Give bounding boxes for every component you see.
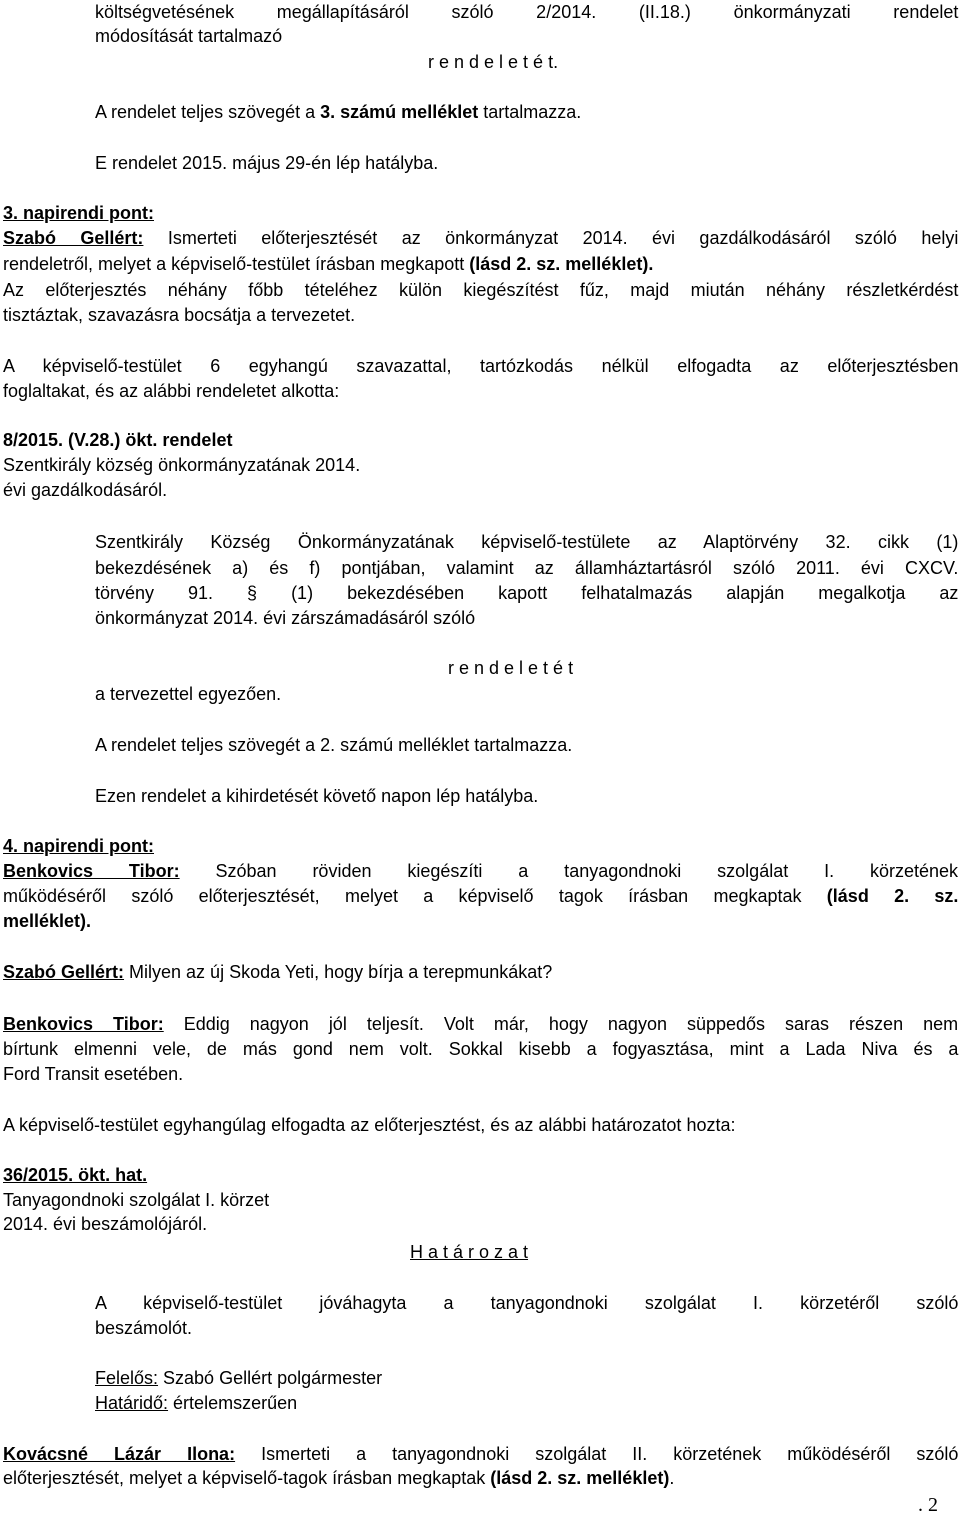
item3-line-4: tisztáztak, szavazásra bocsátja a tervezetet.: [3, 305, 356, 325]
decree-body-line-1: Szentkirály Község Önkormányzatának képviselő-testülete az Alaptörvény 32. cikk (1): [95, 532, 959, 552]
item4-line-2: [3, 886, 958, 907]
item3-vote-line-1: A képviselő-testület 6 egyhangú szavazattal, tartózkodás nélkül elfogadta az előterjesztésben: [3, 356, 959, 376]
decree-effective: Ezen rendelet a kihirdetését követő napon lép hatályba.: [95, 786, 539, 806]
speaker-szabo-gellert: Szabó Gellért:: [3, 962, 125, 982]
intro-full-text-annex: 3. számú melléklet: [320, 102, 479, 122]
responsible-line: [95, 1368, 382, 1389]
kovacsne-line-1-text: Ismerteti a tanyagondnoki szolgálat II. körzetének működéséről szóló: [235, 1444, 959, 1464]
decree-rendelet-spaced: r e n d e l e t é t: [448, 658, 574, 678]
item4-vote: A képviselő-testület egyhangúlag elfogadta az előterjesztést, és az alábbi határozatot hozta:: [3, 1115, 736, 1135]
kovacsne-line-2-end: .: [669, 1468, 675, 1488]
intro-line-2: módosítását tartalmazó: [95, 26, 283, 46]
item3-line-2: [3, 254, 653, 275]
agenda-item-4-heading: 4. napirendi pont:: [3, 836, 154, 856]
deadline-label: Határidő:: [95, 1393, 169, 1413]
kovacsne-line-2: [3, 1468, 674, 1489]
decree-full-text: A rendelet teljes szövegét a 2. számú melléklet tartalmazza.: [95, 735, 573, 755]
item4-line-2-text: működéséről szóló előterjesztését, melyet a képviselő tagok írásban megkaptak: [3, 886, 827, 906]
responsible-value: Szabó Gellért polgármester: [158, 1368, 383, 1388]
intro-full-text-pre: A rendelet teljes szövegét a: [95, 102, 321, 122]
responsible-label: Felelős:: [95, 1368, 159, 1388]
kovacsne-annex-ref: (lásd 2. sz. melléklet): [490, 1468, 670, 1488]
page-number: . 2: [918, 1494, 938, 1516]
item3-annex-ref: (lásd 2. sz. melléklet).: [469, 254, 654, 274]
speaker-kovacsne-lazar-ilona: Kovácsné Lázár Ilona:: [3, 1444, 236, 1464]
resolution-number: 36/2015. ökt. hat.: [3, 1165, 148, 1185]
item4-line-1: [3, 861, 958, 882]
item4-question: [3, 962, 552, 983]
decree-title-line-2: évi gazdálkodásáról.: [3, 480, 168, 500]
intro-full-text: [95, 102, 581, 123]
speaker-benkovics-tibor: Benkovics Tibor:: [3, 1014, 164, 1034]
item3-line-2-text: rendeletről, melyet a képviselő-testület írásban megkapott: [3, 254, 470, 274]
item4-question-text: Milyen az új Skoda Yeti, hogy bírja a terepmunkákat?: [124, 962, 553, 982]
item3-line-1-text: Ismerteti előterjesztését az önkormányzat 2014. évi gazdálkodásáról szóló helyi: [143, 228, 959, 248]
decree-as-draft: a tervezettel egyezően.: [95, 684, 282, 704]
resolution-title-line-2: 2014. évi beszámolójáról.: [3, 1214, 208, 1234]
resolution-body-line-1: A képviselő-testület jóváhagyta a tanyagondnoki szolgálat I. körzetéről szóló: [95, 1293, 959, 1313]
decree-body-line-2: bekezdésének a) és f) pontjában, valamint az államháztartásról szóló 2011. évi CXCV.: [95, 558, 959, 578]
intro-full-text-post: tartalmazza.: [478, 102, 582, 122]
decree-number-text: 8/2015. (V.28.) ökt. rendelet: [3, 430, 233, 450]
kovacsne-line-1: [3, 1444, 958, 1465]
item3-line-3: Az előterjesztés néhány főbb tételéhez külön kiegészítést fűz, majd miután néhány részletkérdést: [3, 280, 959, 300]
decree-title-line-1: Szentkirály község önkormányzatának 2014.: [3, 455, 361, 475]
resolution-title-line-1: Tanyagondnoki szolgálat I. körzet: [3, 1190, 270, 1210]
resolution-body-line-2: beszámolót.: [95, 1318, 193, 1338]
item4-answer-line-3: Ford Transit esetében.: [3, 1064, 184, 1084]
item4-answer-line-2: bírtunk elmenni vele, de más gond nem volt. Sokkal kisebb a fogyasztása, mint a Lada Niva és a: [3, 1039, 959, 1059]
deadline-value: értelemszerűen: [168, 1393, 298, 1413]
intro-effective-date: E rendelet 2015. május 29-én lép hatályba.: [95, 153, 439, 173]
agenda-item-3-heading: 3. napirendi pont:: [3, 203, 154, 223]
hatarozat-heading: H a t á r o z a t: [410, 1242, 529, 1262]
item3-line-1: [3, 228, 958, 249]
item4-answer-line-1: [3, 1014, 958, 1035]
item4-line-3: melléklet).: [3, 911, 92, 931]
decree-body-line-4: önkormányzat 2014. évi zárszámadásáról szóló: [95, 608, 476, 628]
item4-line-1-text: Szóban röviden kiegészíti a tanyagondnoki szolgálat I. körzetének: [179, 861, 959, 881]
decree-number: [3, 430, 232, 451]
item3-vote-line-2: foglaltakat, és az alábbi rendeletet alkotta:: [3, 381, 340, 401]
item4-annex-ref: (lásd 2. sz.: [826, 886, 959, 906]
item4-answer-line-1-text: Eddig nagyon jól teljesít. Volt már, hogy nagyon süppedős saras részen nem: [163, 1014, 959, 1034]
intro-line-1: költségvetésének megállapításáról szóló 2/2014. (II.18.) önkormányzati rendelet: [95, 2, 959, 22]
speaker-benkovics-tibor: Benkovics Tibor:: [3, 861, 180, 881]
intro-rendelet-spaced: r e n d e l e t é t.: [428, 52, 559, 72]
speaker-szabo-gellert: Szabó Gellért:: [3, 228, 144, 248]
kovacsne-line-2-text: előterjesztését, melyet a képviselő-tagok írásban megkaptak: [3, 1468, 491, 1488]
decree-body-line-3: törvény 91. § (1) bekezdésében kapott felhatalmazás alapján megalkotja az: [95, 583, 959, 603]
deadline-line: [95, 1393, 297, 1414]
